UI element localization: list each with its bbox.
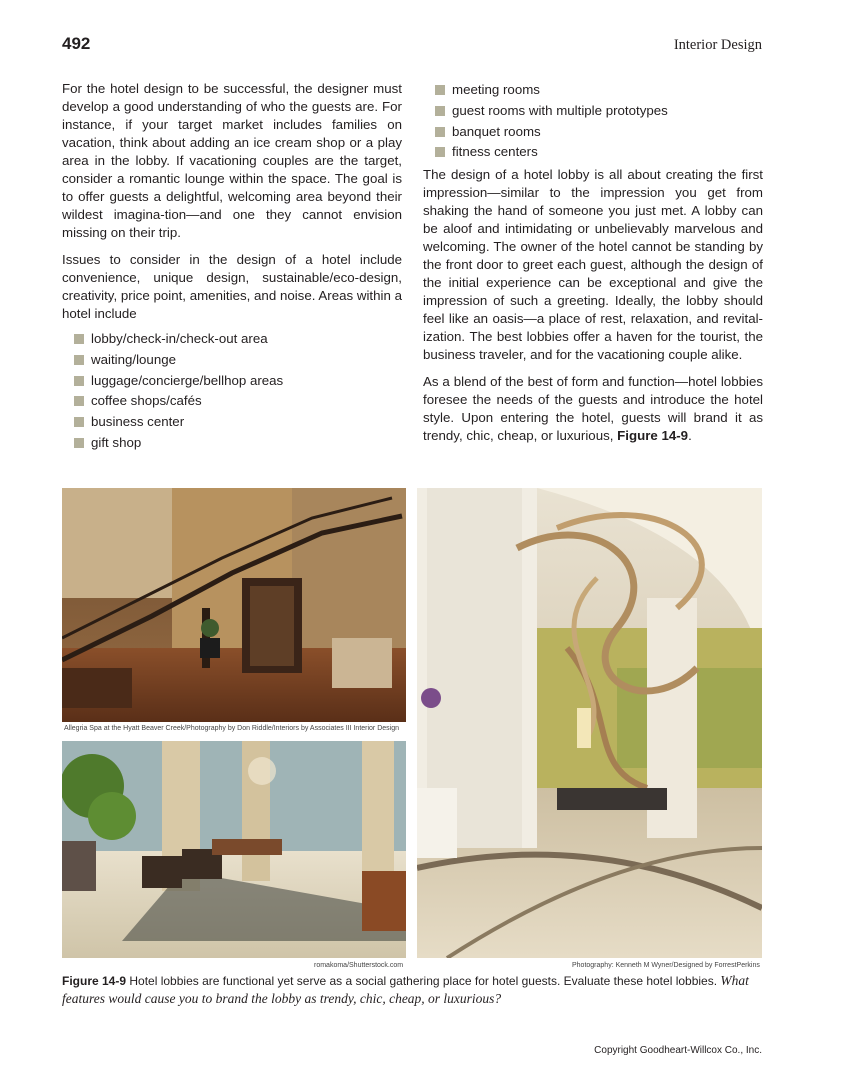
bullet-square-icon [74,355,84,365]
photo-staircase-lobby [62,488,406,722]
bullet-square-icon [74,396,84,406]
bullet-square-icon [74,334,84,344]
bullet-square-icon [435,127,445,137]
bullet-square-icon [435,147,445,157]
page-number: 492 [62,34,91,53]
list-item: banquet rooms [435,122,763,143]
list-item: luggage/concierge/bellhop areas [74,371,402,392]
photo-modern-lounge [62,741,406,958]
photo-credit: Photography: Kenneth M Wyner/Designed by ForrestPerkins [572,962,760,969]
figure-reference: Figure 14-9 [617,428,689,444]
caption-question: What features would cause you to brand the lobby as trendy, chic, cheap, or luxurious? [62,973,749,1006]
paragraph: As a blend of the best of form and function—hotel lobbies foresee the needs of the guests and introduce the hotel style. Upon entering the hotel, guests will brand it as trendy, chic, cheap, or luxurious, Figure 14-9. [423,374,763,444]
paragraph: Issues to consider in the design of a hotel include convenience, unique design, sustainable/eco-design, creativity, price point, amenities, and noise. Areas within a hotel include [62,252,402,321]
paragraph: The design of a hotel lobby is all about creating the first impression—similar to the impression you get from shaking the hand of someone you just met. A lobby can be aloof and intimidating or unbelievably marvelous and welcoming. The owner of the hotel cannot be standing by the front door to greet each guest, although the design of the initial experience can be exceptional and give the impression of such a greeting. Ideally, the lobby should feel like an oasis—a place of rest, relaxation, and revital-ization. The best lobbies offer a haven for the tourist, the business traveler, and for the vacationing couple alike. [423,167,763,363]
bullet-square-icon [74,417,84,427]
photo-credit: Allegria Spa at the Hyatt Beaver Creek/Photography by Don Riddle/Interiors by Associates III Interior Design [64,725,400,732]
area-list [74,329,402,454]
paragraph: For the hotel design to be successful, the designer must develop a good understanding of who the guests are. For instance, if your target market includes families on vacation, think about adding an ice cream shop or a play area in the lobby. If vacationing couples are the target, consider a romantic lounge within the space. The goal is to offer guests a delightful, welcoming area beyond their wildest imagina-tion—and one they cannot envision missing on their trip. [62,81,402,240]
list-item: business center [74,412,402,433]
left-column [62,80,402,454]
list-item: lobby/check-in/check-out area [74,329,402,350]
list-item: gift shop [74,433,402,454]
photo-sculpture-lobby [417,488,762,958]
running-head: Interior Design [673,37,762,53]
bullet-square-icon [435,106,445,116]
copyright: Copyright Goodheart-Willcox Co., Inc. [594,1045,762,1056]
photo-credit: romakoma/Shutterstock.com [314,962,404,969]
figure-caption: Figure 14-9 Hotel lobbies are functional yet serve as a social gathering place for hotel guests. Evaluate these hotel lobbies. What features would cause you to brand the lobby as trendy, chic, cheap, or luxurious? [62,973,749,1006]
list-item: coffee shops/cafés [74,391,402,412]
list-item: waiting/lounge [74,350,402,371]
bullet-square-icon [435,85,445,95]
bullet-square-icon [74,438,84,448]
list-item: meeting rooms [435,80,763,101]
right-column [423,80,763,454]
list-item: fitness centers [435,142,763,163]
area-list-continued [435,80,763,163]
bullet-square-icon [74,376,84,386]
list-item: guest rooms with multiple prototypes [435,101,763,122]
figure-label: Figure 14-9 [62,974,127,988]
